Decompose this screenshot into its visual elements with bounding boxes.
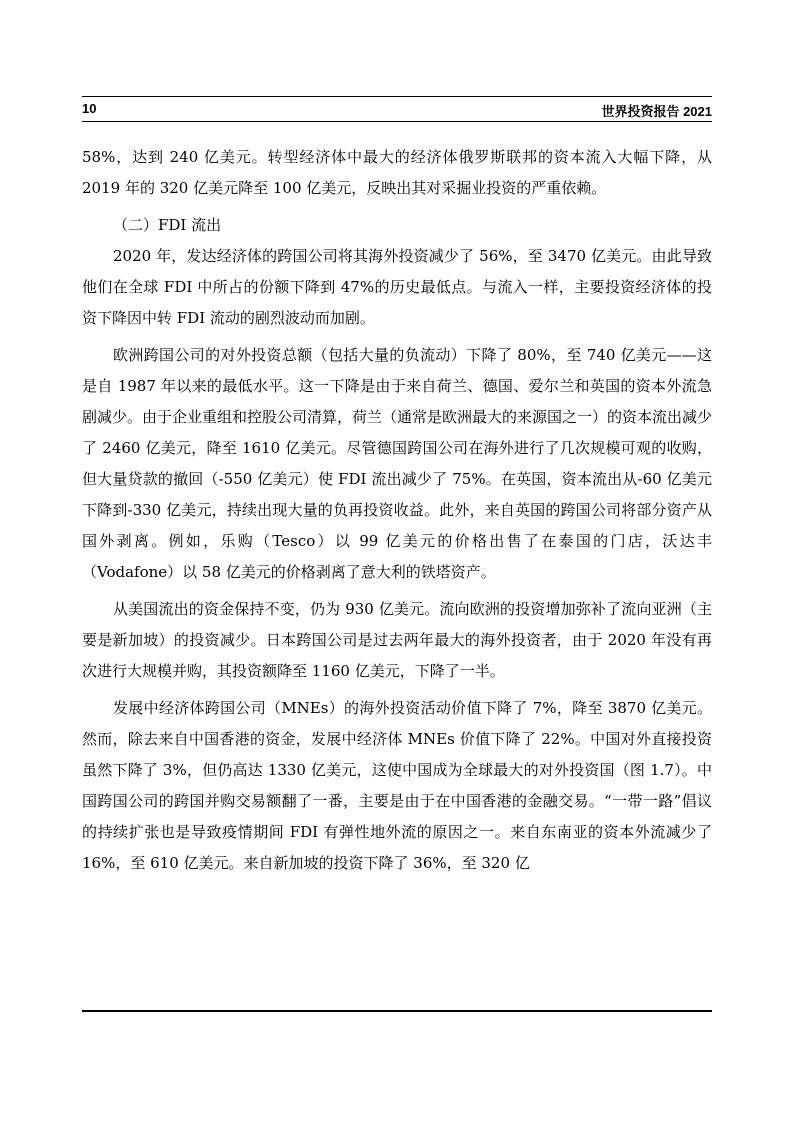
paragraph-developing-economies: 发展中经济体跨国公司（MNEs）的海外投资活动价值下降了 7%，降至 3870 亿美元。然而，除去来自中国香港的资金，发展中经济体 MNEs 价值下降了 22%。中国对外直接投资虽然下降了 3%，但仍高达 1330 亿美元，这使中国成为全球最大的对外投资国（图 1.7）。中国跨国公司的跨国并购交易额翻了一番，主要是由于在中国香港的金融交易。“一带一路”倡议的持续扩张也是导致疫情期间 FDI 有弹性地外流的原因之一。来自东南亚的资本外流减少了 16%，至 610 亿美元。来自新加坡的投资下降了 36%，至 320 亿 — [82, 699, 712, 872]
report-title: 世界投资报告 2021 — [601, 104, 712, 119]
footer-rule — [82, 1010, 712, 1012]
continuation-paragraph: 58%，达到 240 亿美元。转型经济体中最大的经济体俄罗斯联邦的资本流入大幅下降，从 2019 年的 320 亿美元降至 100 亿美元，反映出其对采掘业投资的严重依赖。 — [82, 148, 712, 197]
page-number: 10 — [82, 101, 97, 116]
page-header — [82, 96, 712, 122]
paragraph-us-japan: 从美国流出的资金保持不变，仍为 930 亿美元。流向欧洲的投资增加弥补了流向亚洲（主要是新加坡）的投资减少。日本跨国公司是过去两年最大的海外投资者，由于 2020 年没有再次进行大规模并购，其投资额降至 1160 亿美元，下降了一半。 — [82, 600, 712, 680]
section-heading: （二）FDI 流出 — [113, 216, 222, 234]
page-body — [82, 142, 712, 885]
paragraph-developed-economies: 2020 年，发达经济体的跨国公司将其海外投资减少了 56%，至 3470 亿美元。由此导致他们在全球 FDI 中所占的份额下降到 47%的历史最低点。与流入一样，主要投资经济体的投资下降因中转 FDI 流动的剧烈波动而加剧。 — [82, 247, 712, 327]
paragraph-europe: 欧洲跨国公司的对外投资总额（包括大量的负流动）下降了 80%，至 740 亿美元——这是自 1987 年以来的最低水平。这一下降是由于来自荷兰、德国、爱尔兰和英国的资本外流急剧减少。由于企业重组和控股公司清算，荷兰（通常是欧洲最大的来源国之一）的资本流出减少了 2460 亿美元，降至 1610 亿美元。尽管德国跨国公司在海外进行了几次规模可观的收购，但大量贷款的撤回（-550 亿美元）使 FDI 流出减少了 75%。在英国，资本流出从-60 亿美元下降到-330 亿美元，持续出现大量的负再投资收益。此外，来自英国的跨国公司将部分资产从国外剥离。例如，乐购（Tesco）以 99 亿美元的价格出售了在泰国的门店，沃达丰（Vodafone）以 58 亿美元的价格剥离了意大利的铁塔资产。 — [82, 346, 713, 581]
